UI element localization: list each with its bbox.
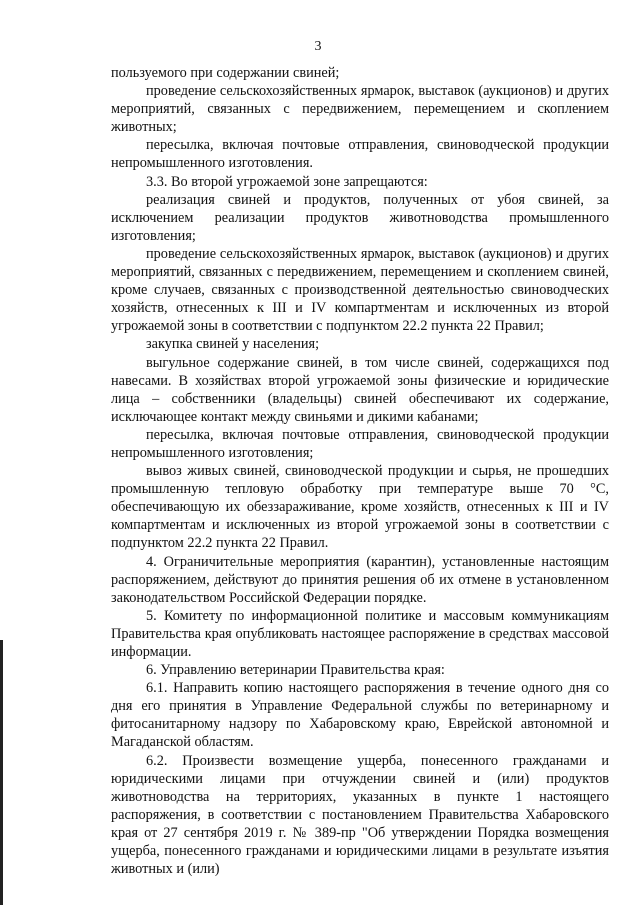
paragraph-6-1-copy: 6.1. Направить копию настоящего распоряжения в течение одного дня со дня его принятия в Управление Федеральной службы по ветеринарному и фитосанитарному надзору по Хабаровскому краю, Еврейской автономной и Магаданской областям. xyxy=(111,680,609,751)
paragraph-6-2-compensation: 6.2. Произвести возмещение ущерба, понесенного гражданами и юридическими лицами при отчуждении свиней и (или) продуктов животноводства на территориях, указанных в пункте 1 настоящего распоряжения, в соответствии с постановлением Правительства Хабаровского края от 27 сентября 2019 г. № 389-пр "Об утверждении Порядка возмещения ущерба, понесенного гражданами и юридическими лицами в результате изъятия животных и (или) xyxy=(111,752,609,878)
paragraph-6-veterinary: 6. Управлению ветеринарии Правительства края: xyxy=(146,662,445,679)
paragraph-export-ban: вывоз живых свиней, свиноводческой продукции и сырья, не прошедших промышленную тепловую обработку при температуре выше 70 °С, обеспечивающую их обеззараживание, кроме хозяйств, отнесенных к III и IV компартментам и исключенных из второй угрожаемой зоны в соответствии с подпунктом 22.2 пункта 22 Правил. xyxy=(111,463,609,552)
paragraph-free-range-ban: выгульное содержание свиней, в том числе свиней, содержащихся под навесами. В хозяйствах второй угрожаемой зоны физические и юридические лица – собственники (владельцы) свиней обеспечивают их содержание, исключающее контакт между свиньями и дикими кабанами; xyxy=(111,354,609,425)
paragraph-postal-ban-zone2: пересылка, включая почтовые отправления, свиноводческой продукции непромышленного изготовления; xyxy=(111,426,609,461)
document-body xyxy=(111,64,609,878)
paragraph-fairs-ban-zone2: проведение сельскохозяйственных ярмарок, выставок (аукционов) и других мероприятий, связанных с передвижением, перемещением и скоплением свиней, кроме случаев, связанных с производственной деятельностью свиноводческих хозяйств, отнесенных к III и IV компартментам и исключенных из второй угрожаемой зоны в соответствии с подпунктом 22.2 пункта 22 Правил; xyxy=(111,245,609,335)
scan-edge-shadow xyxy=(0,640,3,905)
paragraph-5-publication: 5. Комитету по информационной политике и массовым коммуникациям Правительства края опубликовать настоящее распоряжение в средствах массовой информации. xyxy=(111,607,609,660)
paragraph-postal-ban: пересылка, включая почтовые отправления, свиноводческой продукции непромышленного изготовления. xyxy=(111,137,609,172)
paragraph-4-quarantine: 4. Ограничительные мероприятия (карантин), установленные настоящим распоряжением, действуют до принятия решения об их отмене в установленном законодательством Российской Федерации порядке. xyxy=(111,553,609,606)
paragraph-purchase-ban: закупка свиней у населения; xyxy=(146,336,320,353)
page-number: 3 xyxy=(314,39,322,54)
paragraph-3-3-heading: 3.3. Во второй угрожаемой зоне запрещаются: xyxy=(146,173,428,190)
paragraph-continuation: пользуемого при содержании свиней; xyxy=(111,65,340,81)
paragraph-sale-ban: реализация свиней и продуктов, полученных от убоя свиней, за исключением реализации продуктов животноводства промышленного изготовления; xyxy=(111,191,609,244)
paragraph-fairs-ban: проведение сельскохозяйственных ярмарок, выставок (аукционов) и других мероприятий, связанных с передвижением, перемещением и скоплением животных; xyxy=(111,83,609,136)
